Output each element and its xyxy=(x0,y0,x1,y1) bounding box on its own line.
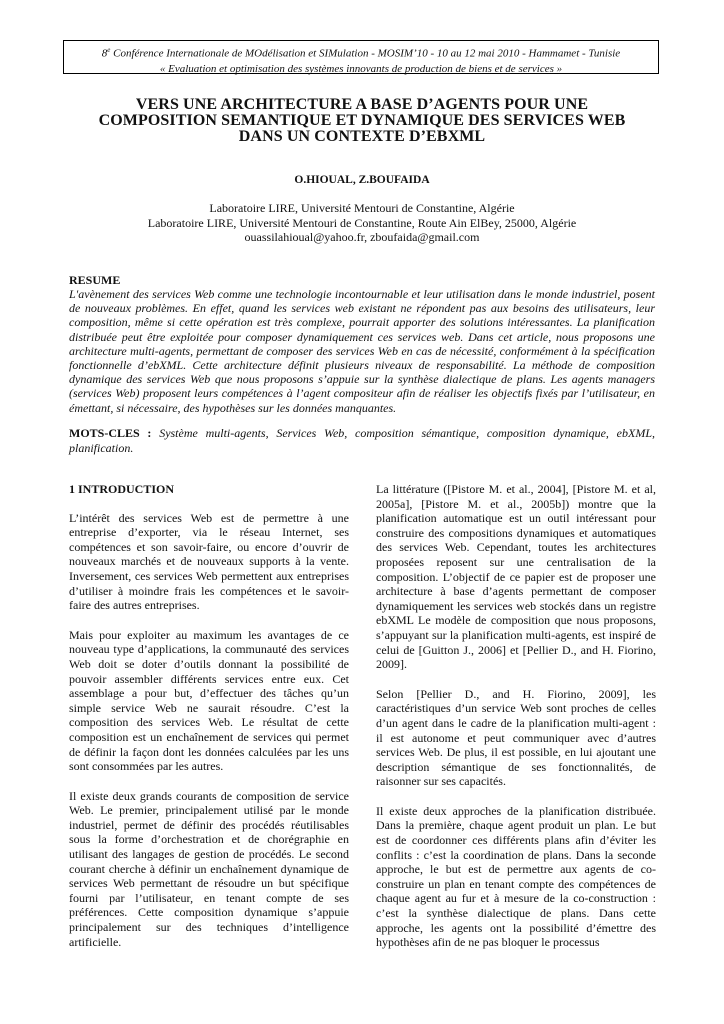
intro-paragraph-2: Mais pour exploiter au maximum les avantages de ce nouveau type d’applications, la communauté des services Web doit se doter d’outils donnant la possibilité de pouvoir assembler différents services entre eux. Cet assemblage a pour but, d’effectuer des tâches qu’un simple service Web ne saurait résoudre. C’est la composition des services Web. Le résultat de cette composition est un enchaînement de services qui permet de définir la façon dont les données calculées par les uns sont consommées par les autres. xyxy=(69,627,349,774)
abstract-heading: RESUME xyxy=(69,273,121,287)
paper-title xyxy=(40,97,684,145)
conference-header-line2: « Evaluation et optimisation des systèmes innovants de production de biens et de services » xyxy=(159,62,563,75)
body-paragraph-2: Selon [Pellier D., and H. Fiorino, 2009], les caractéristiques d’un service Web sont proches de celles d’un agent dans le cadre de la planification multi-agent : il est autonome et peut communiquer avec d’autres services Web. De plus, il est possible, en lui ajoutant une description sémantique de ses fonctionnalités, de raisonner sur ses capacités. xyxy=(376,686,656,789)
conference-header xyxy=(63,40,659,74)
keywords-text: Système multi-agents, Services Web, composition sémantique, composition dynamique, ebXML, planification. xyxy=(69,426,655,455)
conference-header-line1: 8e Conférence Internationale de MOdélisation et SIMulation - MOSIM’10 - 10 au 12 mai 2010 - Hammamet - Tunisie xyxy=(101,46,621,60)
body-paragraph-1: La littérature ([Pistore M. et al., 2004], [Pistore M. et al, 2005a], [Pistore M. et al., 2005b]) montre que la planification automatique est un outil intéressant pour construire des compositions dynamiques et automatiques des services Web. Cependant, toutes les architectures proposées reposent sur une centralisation de la composition. L’objectif de ce papier est de proposer une architecture à base d’agents permettant de composer dynamiquement les services web stockés dans un registre ebXML Le modèle de composition que nous proposons, s’appuyant sur la planification multi-agents, est inspiré de celui de [Guitton J., 2006] et [Pellier D., and H. Fiorino, 2009]. xyxy=(376,482,656,672)
paper-title-line1: VERS UNE ARCHITECTURE A BASE D’AGENTS POUR UNE xyxy=(135,96,589,113)
authors: O.HIOUAL, Z.BOUFAIDA xyxy=(294,174,430,186)
affiliations xyxy=(0,201,724,245)
keywords-section xyxy=(69,426,655,455)
intro-paragraph-3: Il existe deux grands courants de composition de service Web. Le premier, principalement utilisé par le monde industriel, permet de définir des procédés réutilisables sous la forme d’orchestration et de chorégraphie en utilisant des langages de gestion de procédés. Le second courant cherche à définir un enchaînement dynamique de services Web permettant de résoudre un but spécifique fourni par l’utilisateur, en tenant compte de ses préférences. Cette composition dynamique s’appuie principalement sur des techniques d’intelligence artificielle. xyxy=(69,788,349,949)
paper-title-line3: DANS UN CONTEXTE D’EBXML xyxy=(238,128,486,145)
left-column xyxy=(69,482,349,964)
intro-paragraph-1: L’intérêt des services Web est de permettre à une entreprise d’exporter, via le réseau Internet, ses compétences et son savoir-faire, ou encore d’ouvrir de nouveaux marchés et de nouveaux supports à la vente. Inversement, ces services Web permettent aux entreprises d’utiliser à moindre frais les compétences et le savoir-faire des autres entreprises. xyxy=(69,510,349,613)
affiliation-2: Laboratoire LIRE, Université Mentouri de Constantine, Route Ain ElBey, 25000, Algérie xyxy=(147,215,577,230)
paper-title-line2: COMPOSITION SEMANTIQUE ET DYNAMIQUE DES SERVICES WEB xyxy=(98,112,626,129)
right-column xyxy=(376,482,656,965)
abstract-section xyxy=(69,273,655,415)
keywords-label: MOTS-CLES : xyxy=(69,426,152,440)
abstract-text: L'avènement des services Web comme une technologie incontournable et leur utilisation dans le monde industriel, posent de nouveaux problèmes. En effet, quand les services web existant ne répondent pas aux besoins des utilisateurs, leur composition, même si cette opération est très complexe, pourrait apporter des solutions intéressantes. La planification distribuée peut être exploitée pour composer dynamiquement ces services web. Dans cet article, nous proposons une architecture multi-agents, permettant de composer des services Web en cas de nécessité, conformément à la spécification fonctionnelle d’ebXML. Cette architecture définit plusieurs niveaux de responsabilité. La méthode de composition dynamique des services Web que nous proposons s’appuie sur la synthèse dialectique de plans. Les agents managers (services Web) proposent leurs compétences à l’agent compositeur afin de réaliser les objectifs fixés par l’utilisateur, en émettant, si nécessaire, des hypothèses sur les données manquantes. xyxy=(69,287,655,415)
affiliation-1: Laboratoire LIRE, Université Mentouri de Constantine, Algérie xyxy=(209,201,515,215)
author-emails: ouassilahioual@yahoo.fr, zboufaida@gmail.com xyxy=(244,230,480,244)
body-paragraph-3: Il existe deux approches de la planification distribuée. Dans la première, chaque agent produit un plan. Le but est de coordonner ces différents plans afin d’éviter les conflits : c’est la coordination de plans. Dans la seconde approche, le but est de permettre aux agents de co-construire un plan en tenant compte des compétences de chaque agent au fur et à mesure de la co-construction : c’est la synthèse dialectique de plans. Dans cette approche, les agents ont la possibilité d’émettre des hypothèses afin de ne pas bloquer le processus xyxy=(376,803,656,950)
section-heading-introduction: 1 INTRODUCTION xyxy=(69,482,175,496)
